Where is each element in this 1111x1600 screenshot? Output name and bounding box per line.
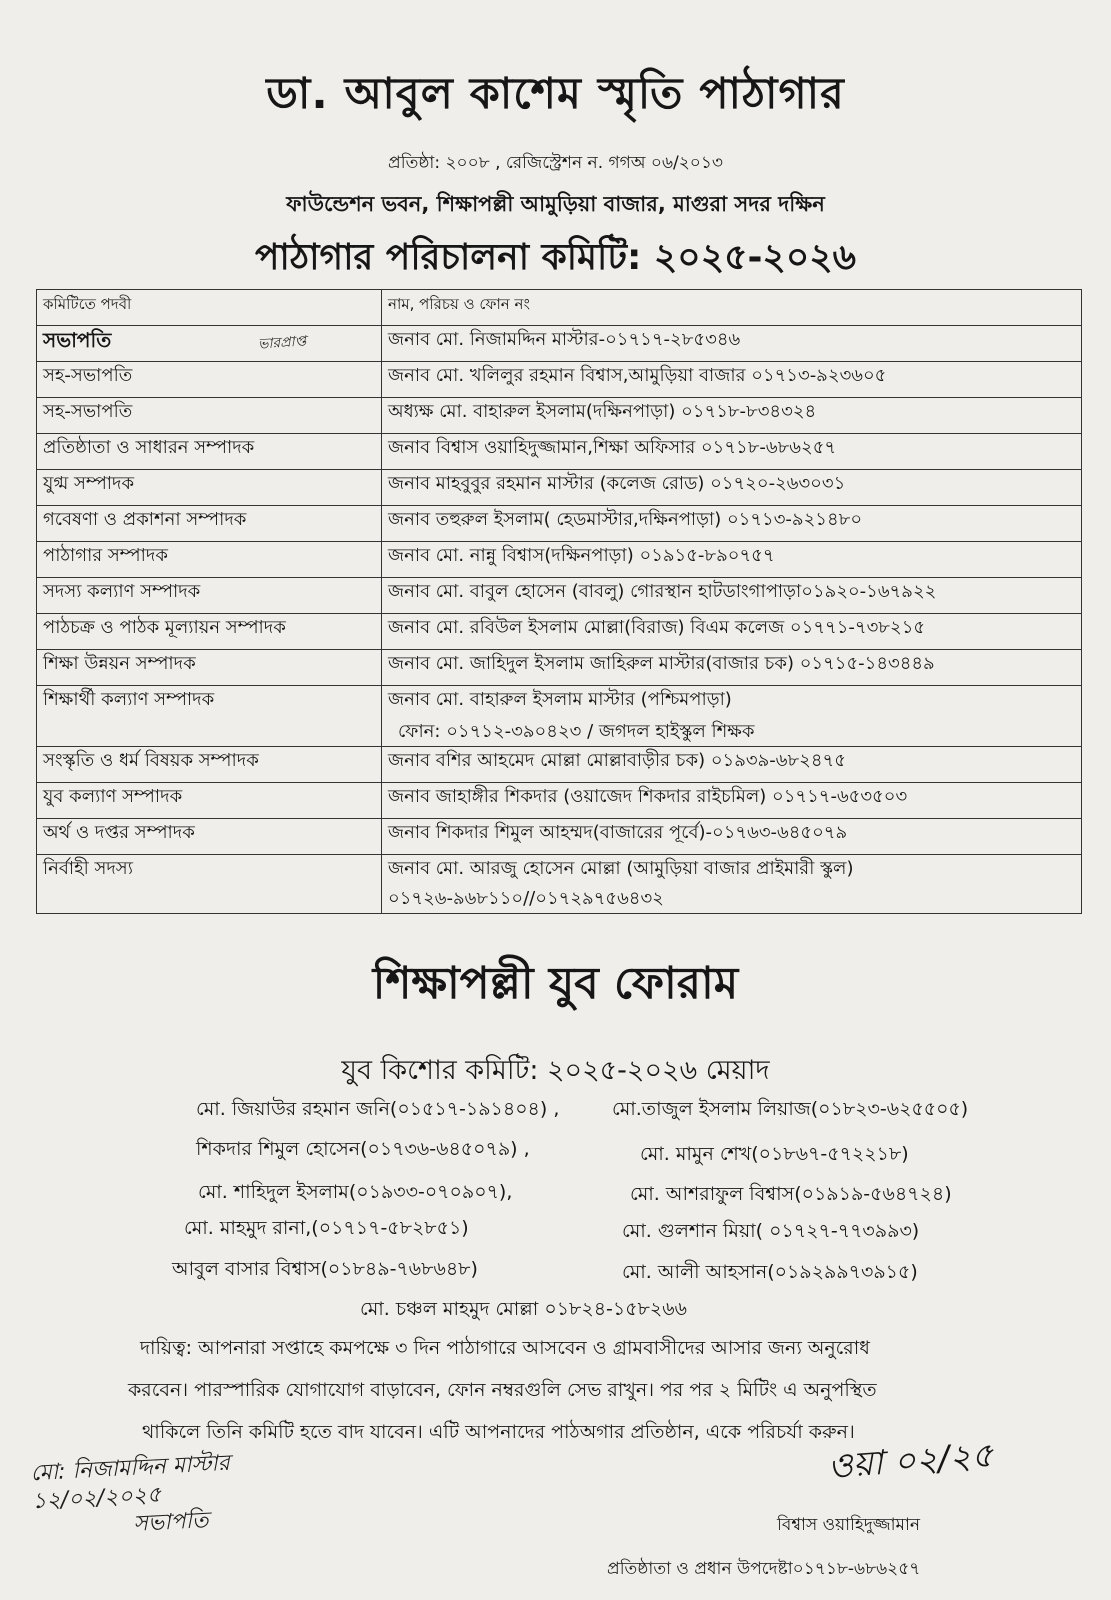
detail-line-2: ০১৭২৬-৯৬৮১১০//০১৭২৯৭৫৬৪৩২ [388,888,664,909]
detail-cell: জনাব বিশ্বাস ওয়াহিদুজ্জামান,শিক্ষা অফিসার ০১৭১৮-৬৮৬২৫৭ [382,434,1082,470]
member-item: আবুল বাসার বিশ্বাস(০১৮৪৯-৭৬৮৬৪৮) [172,1258,478,1280]
table-row [37,614,1082,650]
table-row [37,470,1082,506]
table-row [37,819,1082,855]
address-line: ফাউন্ডেশন ভবন, শিক্ষাপল্লী আমুড়িয়া বাজার, মাগুরা সদর দক্ষিন [286,192,825,216]
library-title: ডা. আবুল কাশেম স্মৃতি পাঠাগার [266,69,845,119]
table-header-row [37,290,1082,326]
table-row [37,686,1082,747]
detail-cell [382,855,1082,914]
member-item: মো. জিয়াউর রহমান জনি(০১৫১৭-১৯১৪০৪) , [196,1098,560,1120]
role-cell: প্রতিষ্ঠাতা ও সাধারন সম্পাদক [37,434,382,470]
detail-cell: জনাব তহুরুল ইসলাম( হেডমাস্টার,দক্ষিনপাড়া) ০১৭১৩-৯২১৪৮০ [382,506,1082,542]
detail-cell: জনাব মো. বাবুল হোসেন (বাবলু) গোরস্থান হাটডাংগাপাড়া০১৯২০-১৬৭৯২২ [382,578,1082,614]
detail-cell: জনাব মাহবুবুর রহমান মাস্টার (কলেজ রোড) ০১৭২০-২৬৩০৩১ [382,470,1082,506]
duty-line: দায়িত্ব: আপনারা সপ্তাহে কমপক্ষে ৩ দিন পাঠাগারে আসবেন ও গ্রামবাসীদের আসার জন্য অনুরোধ [140,1337,870,1359]
handwritten-annotation: ভারপ্রাপ্ত [257,333,307,353]
detail-cell: জনাব শিকদার শিমুল আহম্মদ(বাজারের পূর্বে)-০১৭৬৩-৬৪৫০৭৯ [382,819,1082,855]
duty-paragraph [110,1327,1010,1453]
table-row [37,362,1082,398]
table-row [37,506,1082,542]
role-cell: সহ-সভাপতি [37,398,382,434]
member-item: শিকদার শিমুল হোসেন(০১৭৩৬-৬৪৫০৭৯) , [196,1138,530,1160]
role-cell: অর্থ ও দপ্তর সম্পাদক [37,819,382,855]
detail-cell: জনাব মো. জাহিদুল ইসলাম জাহিরুল মাস্টার(বাজার চক) ০১৭১৫-১৪৩৪৪৯ [382,650,1082,686]
header-role: কমিটিতে পদবী [37,290,382,326]
table-row [37,783,1082,819]
member-item: মো. আলী আহসান(০১৯২৯৯৭৩৯১৫) [622,1261,918,1283]
role-cell: সংস্কৃতি ও ধর্ম বিষয়ক সম্পাদক [37,747,382,783]
role-cell: শিক্ষার্থী কল্যাণ সম্পাদক [37,686,382,747]
table-row [37,398,1082,434]
establishment-line: প্রতিষ্ঠা: ২০০৮ , রেজিস্ট্রেশন ন. গগঅ ০৬/২০১৩ [388,153,723,173]
role-cell: যুগ্ম সম্পাদক [37,470,382,506]
member-item: মো. চঞ্চল মাহমুদ মোল্লা ০১৮২৪-১৫৮২৬৬ [360,1298,687,1320]
duty-line: করবেন। পারস্পারিক যোগাযোগ বাড়াবেন, ফোন নম্বরগুলি সেভ রাখুন। পর পর ২ মিটিং এ অনুপস্থিত [128,1379,877,1401]
table-row [37,578,1082,614]
detail-cell: জনাব মো. নান্নু বিশ্বাস(দক্ষিনপাড়া) ০১৯১৫-৮৯০৭৫৭ [382,542,1082,578]
member-item: মো. গুলশান মিয়া( ০১৭২৭-৭৭৩৯৯৩) [622,1220,920,1242]
member-item: মো. আশরাফুল বিশ্বাস(০১৯১৯-৫৬৪৭২৪) [630,1183,952,1205]
detail-line: জনাব মো. বাহারুল ইসলাম মাস্টার (পশ্চিমপাড়া) [388,689,732,710]
member-item: মো. মামুন শেখ(০১৮৬৭-৫৭২২১৮) [640,1143,909,1165]
member-item: মো. শাহিদুল ইসলাম(০১৯৩৩-০৭০৯০৭), [198,1181,513,1203]
president-handwritten-signature [30,1450,233,1544]
detail-cell: জনাব জাহাঙ্গীর শিকদার (ওয়াজেদ শিকদার রাইচমিল) ০১৭১৭-৬৫৩৫০৩ [382,783,1082,819]
committee-title: পাঠাগার পরিচালনা কমিটি: ২০২৫-২০২৬ [254,237,857,278]
member-item: মো.তাজুল ইসলাম লিয়াজ(০১৮২৩-৬২৫৫০৫) [612,1098,969,1120]
table-row [37,542,1082,578]
header-detail: নাম, পরিচয় ও ফোন নং [382,290,1082,326]
detail-cell [382,686,1082,747]
table-row [37,434,1082,470]
signature-name-text: মো: নিজামদ্দিন মাস্টার [29,1450,231,1487]
role-cell: শিক্ষা উন্নয়ন সম্পাদক [37,650,382,686]
table-row [37,747,1082,783]
role-cell: গবেষণা ও প্রকাশনা সম্পাদক [37,506,382,542]
forum-title: শিক্ষাপল্লী যুব ফোরাম [372,958,739,1009]
detail-cell: জনাব মো. রবিউল ইসলাম মোল্লা(বিরাজ) বিএম কলেজ ০১৭৭১-৭৩৮২১৫ [382,614,1082,650]
role-cell: সদস্য কল্যাণ সম্পাদক [37,578,382,614]
role-cell: সভাপতি [37,326,382,362]
table-row [37,326,1082,362]
role-cell: নির্বাহী সদস্য [37,855,382,914]
founder-role: প্রতিষ্ঠাতা ও প্রধান উপদেষ্টা০১৭১৮-৬৮৬২৫৭ [607,1559,921,1579]
role-cell: যুব কল্যাণ সম্পাদক [37,783,382,819]
detail-cell: জনাব মো. নিজামদ্দিন মাস্টার-০১৭১৭-২৮৫৩৪৬ [382,326,1082,362]
detail-line-2: ফোন: ০১৭১২-৩৯০৪২৩ / জগদল হাইস্কুল শিক্ষক [398,721,755,742]
detail-cell: জনাব মো. খলিলুর রহমান বিশ্বাস,আমুড়িয়া বাজার ০১৭১৩-৯২৩৬০৫ [382,362,1082,398]
youth-committee-title: যুব কিশোর কমিটি: ২০২৫-২০২৬ মেয়াদ [341,1055,770,1086]
detail-cell: অধ্যক্ষ মো. বাহারুল ইসলাম(দক্ষিনপাড়া) ০১৭১৮-৮৩৪৩২৪ [382,398,1082,434]
table-row [37,650,1082,686]
committee-table [36,289,1082,914]
table-row [37,855,1082,914]
role-cell: পাঠাগার সম্পাদক [37,542,382,578]
role-cell: পাঠচক্র ও পাঠক মূল্যায়ন সম্পাদক [37,614,382,650]
founder-name: বিশ্বাস ওয়াহিদুজ্জামান [777,1515,921,1535]
role-cell: সহ-সভাপতি [37,362,382,398]
founder-signature-scribble: ওয়া ০২/২৫ [826,1435,995,1487]
member-item: মো. মাহমুদ রানা,(০১৭১৭-৫৮২৮৫১) [184,1217,469,1239]
signature-date-text: ১২/০২/২০২৫ [31,1482,162,1515]
signature-role-text: সভাপতি [132,1508,210,1537]
detail-line: জনাব মো. আরজু হোসেন মোল্লা (আমুড়িয়া বাজার প্রাইমারী স্কুল) [388,858,854,879]
duty-line: থাকিলে তিনি কমিটি হতে বাদ যাবেন। এটি আপনাদের পাঠঅগার প্রতিষ্ঠান, একে পরিচর্যা করুন। [142,1421,855,1443]
detail-cell: জনাব বশির আহমেদ মোল্লা মোল্লাবাড়ীর চক) ০১৯৩৯-৬৮২৪৭৫ [382,747,1082,783]
